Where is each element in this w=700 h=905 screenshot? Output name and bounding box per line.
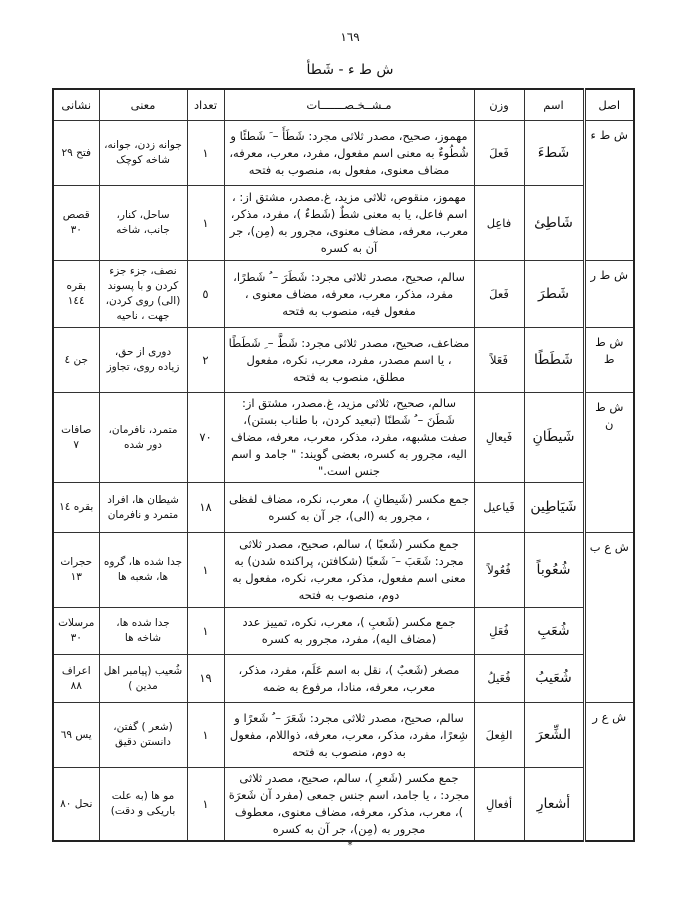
cell-tedad: ١ <box>187 608 224 655</box>
cell-tedad: ١ <box>187 121 224 186</box>
header-neshani: نشانی <box>53 89 99 121</box>
cell-neshani: بقره ١٤٤ <box>53 261 99 328</box>
table-row <box>53 328 634 393</box>
cell-mana: ساحل، کنار، جانب، شاخه <box>99 186 187 261</box>
cell-tedad: ١٩ <box>187 655 224 703</box>
cell-asl: ش ط ن <box>584 393 634 533</box>
cell-asl: ش ط ء <box>584 121 634 261</box>
table-header-row <box>53 89 634 121</box>
cell-moshakhasat: جمع مکسر (شَعبِ )، معرب، نکره، تمییز عدد (مضاف الیه)، مفرد، مجرور به کسره <box>224 608 474 655</box>
cell-asl: ش ط ر <box>584 261 634 328</box>
cell-moshakhasat: جمع مکسر (شَعبًا )، سالم، صحیح، مصدر ثلاثی مجرد: شَعَبَ – َ شَعبًا (شکافتن، پراکنده شدن) به معنی اسم مفعول، مذکر، معرب، نکره، مفعول به دوم، منصوب به فتحه <box>224 533 474 608</box>
cell-neshani: اعراف ٨٨ <box>53 655 99 703</box>
header-wazn: وزن <box>474 89 524 121</box>
cell-tedad: ١٨ <box>187 483 224 533</box>
table-row <box>53 261 634 328</box>
cell-moshakhasat: جمع مکسر (شَعرِ )، سالم، صحیح، مصدر ثلاثی مجرد: ، یا جامد، اسم جنس جمعی (مفرد آن شَعرَة )، معرب، مذکر، معرفه، مضاف معنوی، معطوف مجرور به (مِن)، جر آن به کسره <box>224 768 474 842</box>
cell-neshani: مرسلات ٣٠ <box>53 608 99 655</box>
cell-ism: شَیطَانِ <box>524 393 584 483</box>
header-ism: اسم <box>524 89 584 121</box>
table-row <box>53 393 634 483</box>
cell-neshani: حجرات ١٣ <box>53 533 99 608</box>
cell-ism: شَیَاطِین <box>524 483 584 533</box>
cell-ism: أشعارِ <box>524 768 584 842</box>
cell-wazn: فُعَیلُ <box>474 655 524 703</box>
header-mana: معنی <box>99 89 187 121</box>
footer-mark: * <box>347 840 353 851</box>
cell-neshani: فتح ٢٩ <box>53 121 99 186</box>
cell-tedad: ١ <box>187 186 224 261</box>
cell-mana: شُعیب (پیامبر اهل مدین ) <box>99 655 187 703</box>
cell-moshakhasat: سالم، صحیح، مصدر ثلاثی مجرد: شَعَرَ – ُ شَعرًا و شِعرًا، مفرد، مذکر، معرب، معرفه، ذواللام، مفعول به دوم، منصوب به فتحه <box>224 703 474 768</box>
cell-ism: شَطءَ <box>524 121 584 186</box>
cell-wazn: الفِعلَ <box>474 703 524 768</box>
cell-mana: جوانه زدن، جوانه، شاخه کوچک <box>99 121 187 186</box>
cell-asl: ش ع ر <box>584 703 634 842</box>
cell-ism: شَطَطًا <box>524 328 584 393</box>
cell-neshani: جن ٤ <box>53 328 99 393</box>
cell-wazn: أفعالِ <box>474 768 524 842</box>
table-row <box>53 655 634 703</box>
cell-ism: شُعَبِ <box>524 608 584 655</box>
cell-mana: مو ها (به علت باریکی و دقت) <box>99 768 187 842</box>
cell-wazn: فُعَلِ <box>474 608 524 655</box>
cell-mana: دوری از حق، زیاده روی، تجاوز <box>99 328 187 393</box>
cell-wazn: فَعَلاً <box>474 328 524 393</box>
cell-mana: متمرد، نافرمان، دور شده <box>99 393 187 483</box>
cell-wazn: فُعُولاً <box>474 533 524 608</box>
cell-ism: شُعُوباً <box>524 533 584 608</box>
cell-ism: شَاطِئ <box>524 186 584 261</box>
cell-moshakhasat: مهموز، صحیح، مصدر ثلاثی مجرد: شَطَأَ – َ شَطئًا و شُطُوءٌ به معنی اسم مفعول، مفرد، معرب، معرفه، مضاف معنوی، مفعول به، منصوب به فتحه <box>224 121 474 186</box>
cell-tedad: ٧٠ <box>187 393 224 483</box>
cell-neshani: صافات ٧ <box>53 393 99 483</box>
cell-tedad: ١ <box>187 768 224 842</box>
cell-neshani: نحل ٨٠ <box>53 768 99 842</box>
cell-moshakhasat: مهموز، منقوص، ثلاثی مزید، غ.مصدر، مشتق از: ، اسم فاعل، یا به معنی شطٌ (شَطءٌ )، مفرد، مذکر، معرب، معرفه، مضاف معنوی، مجرور به (مِن)، جر آن به کسره <box>224 186 474 261</box>
cell-wazn: فَعلَ <box>474 121 524 186</box>
page-title: ش ط ء - شَطأ <box>306 62 394 78</box>
cell-ism: شُعَیبُ <box>524 655 584 703</box>
cell-mana: نصف، جزء جزء کردن و با پسوند (الی) روی کردن، جهت ، ناحیه <box>99 261 187 328</box>
cell-moshakhasat: مضاعف، صحیح، مصدر ثلاثی مجرد: شَطَّ – ِ شَطَطًا ، یا اسم مصدر، مفرد، معرب، نکره، مفعول مطلق، منصوب به فتحه <box>224 328 474 393</box>
cell-tedad: ١ <box>187 703 224 768</box>
cell-ism: الشِّعرَ <box>524 703 584 768</box>
cell-mana: جدا شده ها، گروه ها، شعبه ها <box>99 533 187 608</box>
table-row <box>53 533 634 608</box>
header-moshakhasat: مـشــخـصـــــــات <box>224 89 474 121</box>
cell-wazn: فَعلَ <box>474 261 524 328</box>
cell-ism: شَطرَ <box>524 261 584 328</box>
header-asl: اصل <box>584 89 634 121</box>
cell-mana: شیطان ها، افراد متمرد و نافرمان <box>99 483 187 533</box>
cell-neshani: قصص ٣٠ <box>53 186 99 261</box>
cell-tedad: ٢ <box>187 328 224 393</box>
cell-wazn: فاعِل <box>474 186 524 261</box>
cell-moshakhasat: سالم، صحیح، مصدر ثلاثی مجرد: شَطَرَ – ُ شَطرًا، مفرد، مذکر، معرب، معرفه، مضاف معنوی ، مفعول فیه، منصوب به فتحه <box>224 261 474 328</box>
cell-mana: جدا شده ها، شاخه ها <box>99 608 187 655</box>
table-row <box>53 608 634 655</box>
table-row <box>53 186 634 261</box>
cell-tedad: ١ <box>187 533 224 608</box>
cell-asl: ش ع ب <box>584 533 634 703</box>
cell-mana: (شعر ) گفتن، دانستن دقیق <box>99 703 187 768</box>
cell-moshakhasat: مصغر (شَعبٌ )، نقل به اسم عَلَم، مفرد، مذکر، معرب، معرفه، منادا، مرفوع به ضمه <box>224 655 474 703</box>
page-number: ١٦٩ <box>340 30 360 44</box>
cell-asl: ش ط ط <box>584 328 634 393</box>
cell-wazn: فَیعالِ <box>474 393 524 483</box>
table-row <box>53 768 634 842</box>
cell-neshani: یس ٦٩ <box>53 703 99 768</box>
cell-tedad: ٥ <box>187 261 224 328</box>
cell-wazn: فَیاعیل <box>474 483 524 533</box>
cell-moshakhasat: جمع مکسر (شَیطانِ )، معرب، نکره، مضاف لفظی ، مجرور به (الی)، جر آن به کسره <box>224 483 474 533</box>
cell-moshakhasat: سالم، صحیح، ثلاثی مزید، غ.مصدر، مشتق از: شَطَنَ – ُ شَطنًا (تبعید کردن، با طناب بستن)، صفت مشبهه، مفرد، مذکر، معرب، معرفه، مضاف الیه، مجرور به کسره، بعضی گویند: " جامد و اسم جنس است." <box>224 393 474 483</box>
table-row <box>53 121 634 186</box>
header-tedad: تعداد <box>187 89 224 121</box>
cell-neshani: بقره ١٤ <box>53 483 99 533</box>
table-row <box>53 703 634 768</box>
table-row <box>53 483 634 533</box>
word-analysis-table <box>52 88 635 842</box>
